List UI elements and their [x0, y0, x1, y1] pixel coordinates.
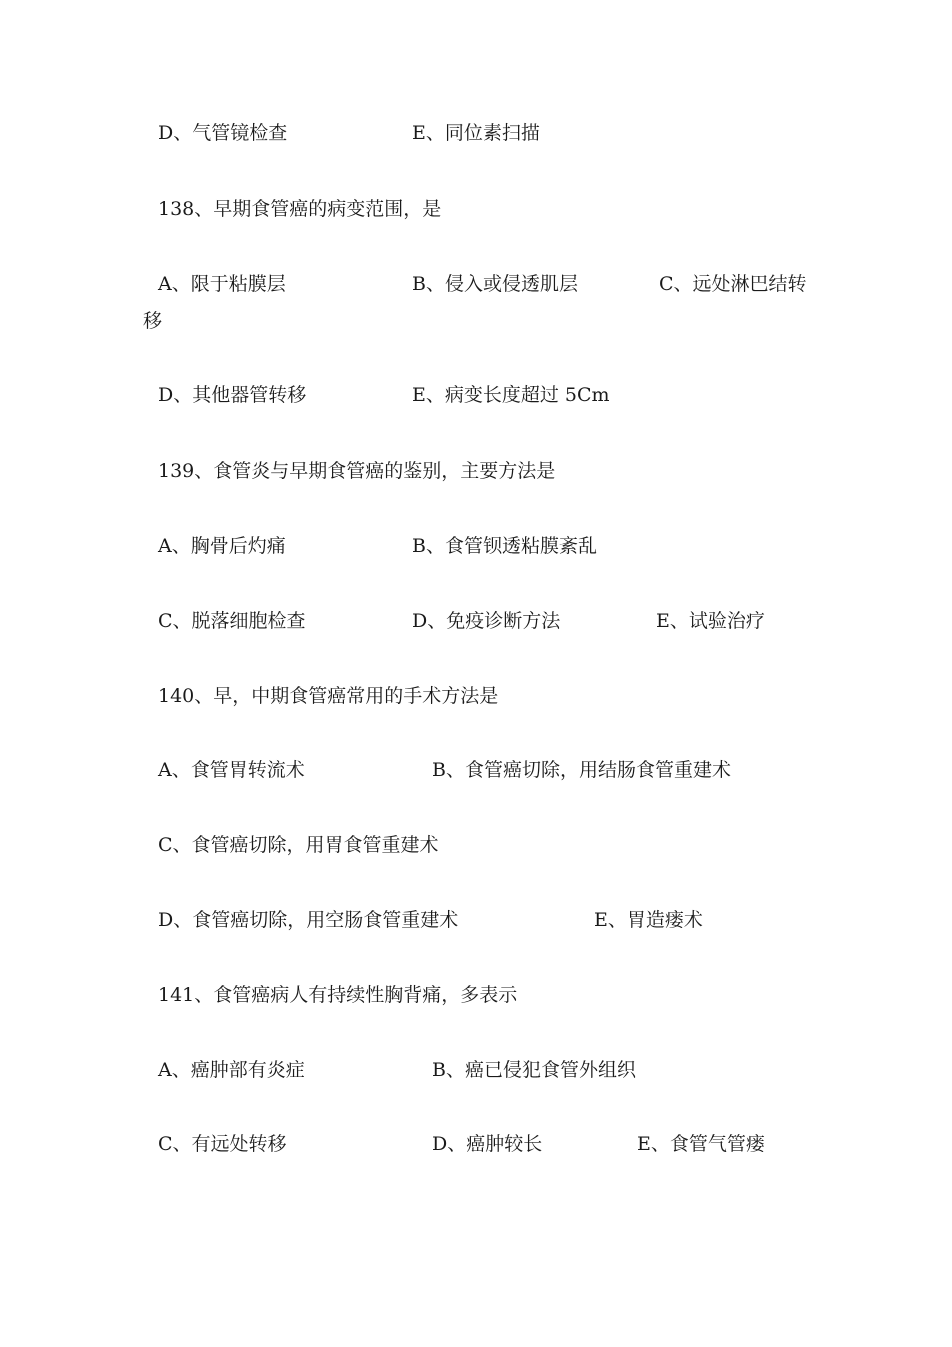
q140-option-e: E、胃造瘘术: [594, 909, 703, 931]
q138-option-d: D、其他器管转移: [158, 384, 307, 406]
q138-option-e: E、病变长度超过 5Cm: [412, 384, 610, 406]
q141-option-c: C、有远处转移: [158, 1133, 287, 1155]
q141-option-e: E、食管气管瘘: [637, 1133, 765, 1155]
q139-option-d: D、免疫诊断方法: [412, 610, 561, 632]
q137-option-e: E、同位素扫描: [412, 122, 540, 144]
q139-option-e: E、试验治疗: [656, 610, 765, 632]
q138-option-a: A、限于粘膜层: [158, 273, 286, 295]
q141-option-b: B、癌已侵犯食管外组织: [432, 1059, 636, 1081]
q139-option-a: A、胸骨后灼痛: [158, 535, 286, 557]
q137-option-d: D、气管镜检查: [158, 122, 288, 144]
q139-stem: 139、食管炎与早期食管癌的鉴别，主要方法是: [158, 460, 556, 482]
q138-option-c: C、远处淋巴结转: [659, 273, 807, 295]
q140-stem: 140、早，中期食管癌常用的手术方法是: [158, 685, 499, 707]
q139-option-b: B、食管钡透粘膜紊乱: [412, 535, 597, 557]
q138-option-c-continued: 移: [143, 310, 163, 332]
q141-option-a: A、癌肿部有炎症: [158, 1059, 305, 1081]
q141-option-d: D、癌肿较长: [432, 1133, 543, 1155]
q138-option-b: B、侵入或侵透肌层: [412, 273, 578, 295]
q139-option-c: C、脱落细胞检查: [158, 610, 306, 632]
q141-stem: 141、食管癌病人有持续性胸背痛，多表示: [158, 984, 518, 1006]
q138-stem: 138、早期食管癌的病变范围，是: [158, 198, 442, 220]
q140-option-c: C、食管癌切除，用胃食管重建术: [158, 834, 439, 856]
q140-option-b: B、食管癌切除，用结肠食管重建术: [432, 759, 731, 781]
q140-option-d: D、食管癌切除，用空肠食管重建术: [158, 909, 459, 931]
q140-option-a: A、食管胃转流术: [158, 759, 305, 781]
